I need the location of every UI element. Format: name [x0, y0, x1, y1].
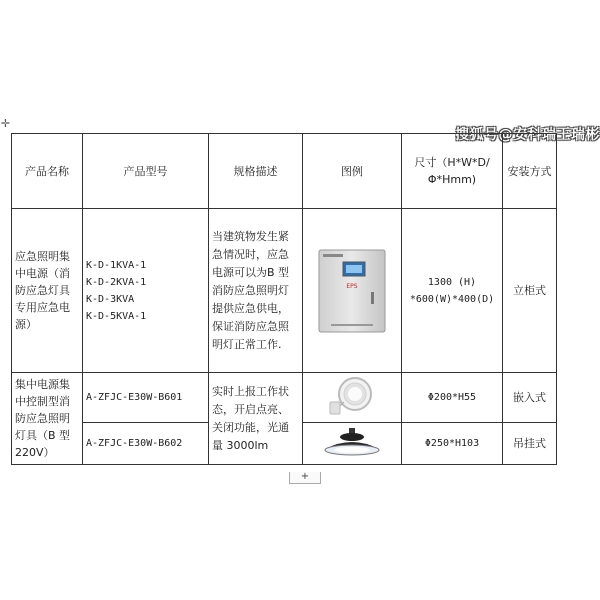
spec-cell: 当建筑物发生紧急情况时，应急电源可以为B 型消防应急照明灯提供应急供电，保证消防应急照明灯正常工作.: [209, 209, 303, 373]
header-product-name: 产品名称: [12, 134, 83, 209]
embedded-round-lamp-image: [322, 376, 382, 420]
size-cell: [402, 209, 503, 373]
product-name-cell: 集中电源集中控制型消防应急照明灯具（B 型 220V）: [12, 373, 83, 465]
model-line: K-D-5KVA-1: [86, 310, 147, 322]
header-install: 安装方式: [503, 134, 557, 209]
spec-cell: 实时上报工作状态，开启点亮、关闭功能，光通量 3000lm: [209, 373, 303, 465]
model-cell: [83, 209, 209, 373]
size-cell: Φ200*H55: [402, 373, 503, 423]
header-model: 产品型号: [83, 134, 209, 209]
size-cell: Φ250*H103: [402, 423, 503, 465]
size-line: *600(W)*400(D): [409, 293, 495, 305]
product-table: [11, 133, 557, 465]
add-row-button[interactable]: +: [289, 472, 321, 484]
table-row: [12, 373, 557, 423]
high-bay-pendant-lamp-image: [317, 427, 387, 461]
cabinet-label: EPS: [346, 282, 358, 290]
move-cross-icon[interactable]: ✛: [0, 117, 11, 130]
watermark: 搜狐号@安科瑞王瑞彬: [455, 127, 600, 143]
image-cell: [303, 373, 402, 423]
product-name-cell: 应急照明集中电源（消防应急灯具专用应急电源）: [12, 209, 83, 373]
header-row: [12, 134, 557, 209]
eps-power-cabinet-image: [317, 248, 387, 334]
model-cell: A-ZFJC-E30W-B602: [83, 423, 209, 465]
header-size: 尺寸（H*W*D/Φ*Hmm): [402, 134, 503, 209]
size-line: 1300 (H): [427, 276, 477, 288]
header-spec: 规格描述: [209, 134, 303, 209]
model-cell: A-ZFJC-E30W-B601: [83, 373, 209, 423]
install-cell: 立柜式: [503, 209, 557, 373]
image-cell: [303, 209, 402, 373]
install-cell: 吊挂式: [503, 423, 557, 465]
model-line: K-D-3KVA: [86, 293, 135, 305]
model-line: K-D-2KVA-1: [86, 276, 147, 288]
image-cell: [303, 423, 402, 465]
table-row: [12, 209, 557, 373]
model-line: K-D-1KVA-1: [86, 259, 147, 271]
header-image: 图例: [303, 134, 402, 209]
install-cell: 嵌入式: [503, 373, 557, 423]
